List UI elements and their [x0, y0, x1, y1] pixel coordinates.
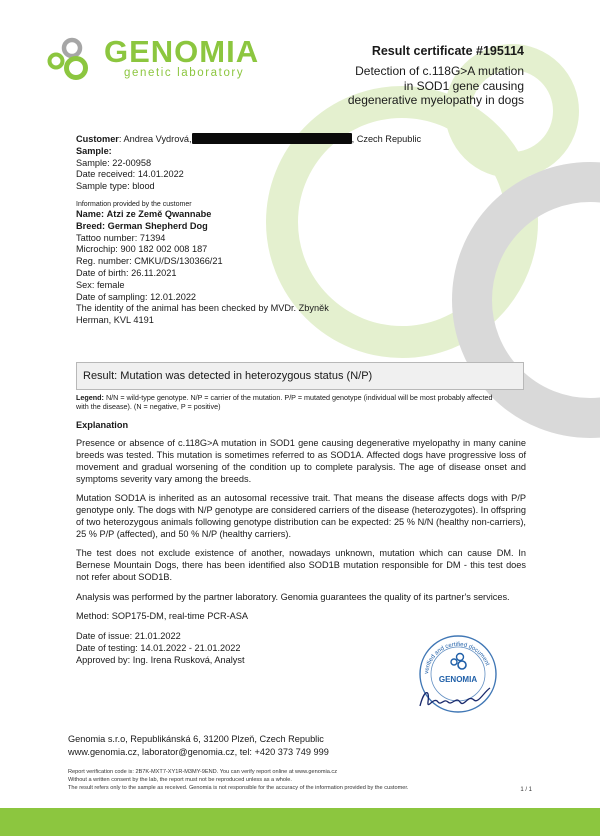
sample-label: Sample:	[76, 157, 110, 168]
customer-sample-block	[76, 133, 421, 193]
certificate-title: Result certificate #195114	[371, 44, 524, 58]
sampling-date-value: 12.01.2022	[150, 291, 197, 302]
result-text: Result: Mutation was detected in heterozygous status (N/P)	[83, 370, 373, 382]
sample-heading: Sample:	[76, 145, 112, 156]
microchip-value: 900 182 002 008 187	[120, 244, 208, 255]
date-of-issue: Date of issue: 21.01.2022	[76, 631, 181, 641]
sex-value: female	[96, 279, 125, 290]
certificate-subtitle	[304, 64, 524, 108]
sample-type-label: Sample type:	[76, 181, 130, 192]
genotype-legend	[76, 393, 522, 411]
method-line: Method: SOP175-DM, real-time PCR-ASA	[76, 611, 249, 621]
sampling-date-label: Date of sampling:	[76, 291, 148, 302]
stamp-text: verified and certified document	[424, 641, 491, 675]
legend-label: Legend:	[76, 393, 104, 402]
footer-address-block	[68, 733, 329, 758]
reg-number-label: Reg. number:	[76, 256, 132, 267]
certificate-subtitle-line: degenerative myelopathy in dogs	[347, 93, 524, 107]
brand-subtitle: genetic laboratory	[124, 67, 245, 79]
approved-by: Approved by: Ing. Irena Rusková, Analyst	[76, 655, 245, 665]
sample-type-value: blood	[132, 181, 155, 192]
legend-line: with the disease). (N = negative, P = positive)	[76, 402, 221, 411]
tattoo-value: 71394	[139, 232, 166, 243]
customer-label: Customer	[76, 134, 119, 144]
customer-info-note: Information provided by the customer	[76, 201, 192, 208]
company-address: Genomia s.r.o, Republikánská 6, 31200 Plzeň, Czech Republic	[68, 734, 324, 744]
footer-green-bar	[0, 808, 600, 836]
signature-icon	[416, 684, 496, 714]
genomia-rings-logo-icon	[46, 36, 98, 82]
result-box	[76, 362, 524, 390]
explanation-paragraph-1: Presence or absence of c.118G>A mutation in SOD1 gene causing degenerative myelopathy in many canine breeds was tested. This mutation is sometimes referred to as SOD1A. Affected dogs have progressive loss of movement and gradual worsening of the condition up to complete paralysis. The age of disease onset and symptoms severity vary among the breeds.	[76, 438, 526, 484]
date-received-label: Date received:	[76, 169, 136, 180]
sex-label: Sex:	[76, 279, 95, 290]
dob-label: Date of birth:	[76, 267, 129, 278]
explanation-heading: Explanation	[76, 420, 129, 430]
liability-notice: The result refers only to the sample as received. Genomia is not responsible for the accuracy of the information provided by the customer.	[68, 785, 409, 791]
customer-name: Andrea Vydrová,	[123, 134, 192, 144]
date-of-testing: Date of testing: 14.01.2022 - 21.01.2022	[76, 643, 241, 653]
date-received-value: 14.01.2022	[137, 169, 184, 180]
customer-row: Customer: Andrea Vydrová, , Czech Republic	[76, 134, 422, 144]
page-number: 1 / 1	[520, 787, 532, 793]
reg-number-value: CMKU/DS/130366/21	[134, 256, 223, 267]
brand-name: GENOMIA	[104, 34, 260, 69]
identity-check-line: The identity of the animal has been checked by MVDr. Zbyněk	[76, 303, 329, 314]
animal-name-label: Name:	[76, 209, 105, 219]
microchip-label: Microchip:	[76, 244, 118, 255]
explanation-paragraph-3: The test does not exclude existence of another, nowadays unknown, mutation which can cause DM. In Bernese Mountain Dogs, there has been identified also SOD1B mutation responsible for DM - this test does not refer about SOD1B.	[76, 548, 526, 582]
legend-line: N/N = wild-type genotype. N/P = carrier of the mutation. P/P = mutated genotype (individual will be most probably affected	[105, 393, 493, 402]
certificate-subtitle-line: Detection of c.118G>A mutation	[355, 64, 524, 78]
animal-info-block	[76, 200, 329, 327]
verification-code-line: Report verification code is: 2B7K-MXT7-XY1R-M3MY-9END. You can verify report online at www.genomia.cz	[68, 769, 338, 775]
sample-number: 22-00958	[112, 157, 152, 168]
animal-name: Atzi ze Země Qwannabe	[106, 209, 212, 219]
explanation-paragraph-2: Mutation SOD1A is inherited as an autosomal recessive trait. That means the disease affects dogs with P/P genotype only. The dogs with N/P genotype are considered carriers of the disease (heterozygotes). In offspring of two heterozygous animals following genotype distribution can be expected: 25 % N/N (healthy non-carriers), 25 % P/P (affected), and 50 % N/P (healthy carriers).	[76, 493, 526, 539]
reproduction-notice: Without a written consent by the lab, the report must not be reproduced unless as a whole.	[68, 777, 292, 783]
genomia-logo	[46, 36, 259, 82]
issue-block	[76, 630, 245, 666]
breed-value: German Shepherd Dog	[107, 220, 208, 231]
dob-value: 26.11.2021	[131, 267, 177, 278]
stamp-brand: GENOMIA	[438, 675, 478, 684]
explanation-paragraph-4: Analysis was performed by the partner laboratory. Genomia guarantees the quality of its partner's services.	[76, 592, 510, 602]
company-contact: www.genomia.cz, laborator@genomia.cz, tel: +420 373 749 999	[68, 746, 329, 757]
identity-check-line: Herman, KVL 4191	[76, 315, 154, 326]
customer-country: , Czech Republic	[351, 134, 422, 144]
redacted-address	[192, 133, 352, 144]
breed-label: Breed:	[76, 220, 106, 231]
fine-print	[68, 768, 408, 792]
certificate-subtitle-line: in SOD1 gene causing	[403, 78, 524, 93]
tattoo-label: Tattoo number:	[76, 232, 138, 243]
